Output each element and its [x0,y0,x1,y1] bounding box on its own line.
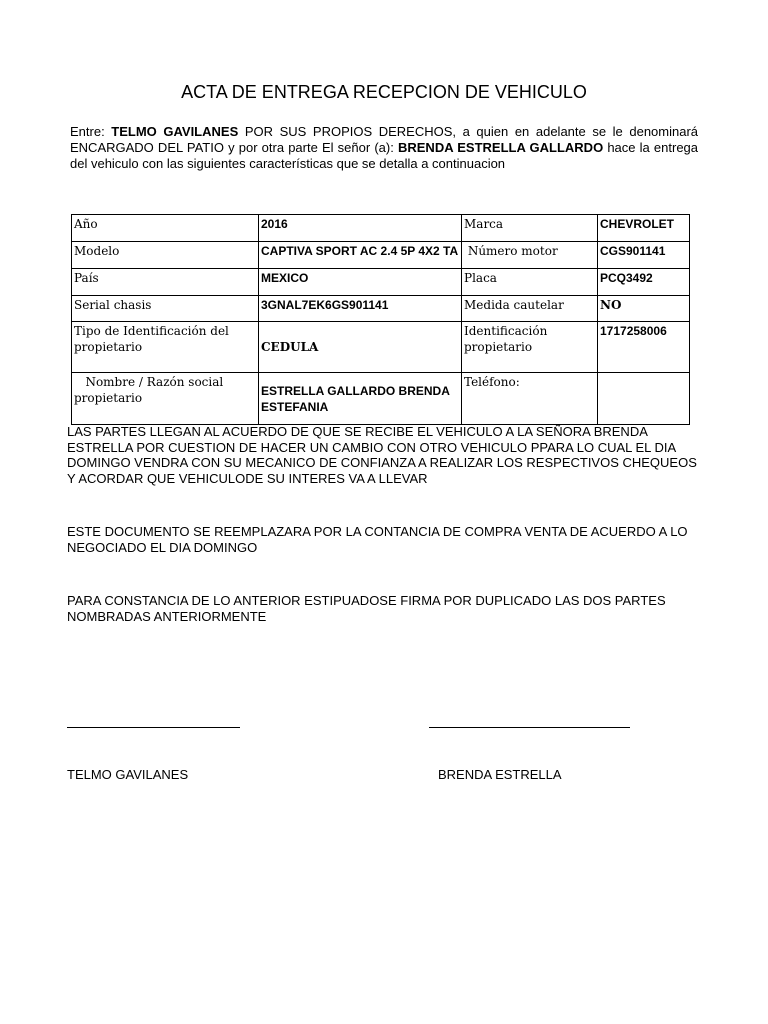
table-row [72,269,690,296]
field-label: Número motor [462,242,598,269]
signature-line-left [67,727,240,728]
field-label: País [72,269,259,296]
document-title: ACTA DE ENTREGA RECEPCION DE VEHICULO [181,82,587,102]
field-label: Modelo [72,242,259,269]
signature-name-left: TELMO GAVILANES [67,767,189,782]
field-label: Tipo de Identificación del propietario [72,322,259,373]
intro-paragraph [70,124,698,172]
field-label: Serial chasis [72,296,259,322]
replacement-paragraph: ESTE DOCUMENTO SE REEMPLAZARA POR LA CONTANCIA DE COMPRA VENTA DE ACUERDO A LO NEGOCIADO EL DIA DOMINGO [67,524,688,555]
intro-text-3: hace la entrega del vehiculo con las siguientes características que se detalla a continuacion [70,140,699,171]
intro-text-1: Entre: [70,124,112,139]
field-label: Identificación propietario [462,322,598,373]
field-value: MEXICO [259,269,462,296]
field-value: CEDULA [259,322,462,373]
signature-name-right: BRENDA ESTRELLA [438,767,562,782]
field-value: PCQ3492 [598,269,690,296]
field-value: CHEVROLET [598,215,690,242]
field-label: Medida cautelar [462,296,598,322]
table-row [72,215,690,242]
table-row [72,296,690,322]
field-label: Nombre / Razón social propietario [72,373,259,425]
field-value: 2016 [259,215,462,242]
party-2-name: BRENDA ESTRELLA GALLARDO [397,140,604,155]
agreement-paragraph: LAS PARTES LLEGAN AL ACUERDO DE QUE SE RECIBE EL VEHICULO A LA SEÑORA BRENDA ESTRELLA POR CUESTION DE HACER UN CAMBIO CON OTRO VEHICULO PPARA LO CUAL EL DIA DOMINGO VENDRA CON SU MECANICO DE CONFIANZA A REALIZAR LOS RESPECTIVOS CHEQUEOS Y ACORDAR QUE VEHICULODE SU INTERES VA A LLEVAR [67,424,697,486]
vehicle-details-table [71,214,690,425]
table-row [72,322,690,373]
signature-line-right [429,727,630,728]
field-label: Teléfono: [462,373,598,425]
table-row [72,242,690,269]
field-label: Placa [462,269,598,296]
field-value: CGS901141 [598,242,690,269]
table-row [72,373,690,425]
field-value [598,373,690,425]
field-label: Marca [462,215,598,242]
field-value: NO [598,296,690,322]
field-value: CAPTIVA SPORT AC 2.4 5P 4X2 TA [259,242,462,269]
field-label: Año [72,215,259,242]
field-value: 3GNAL7EK6GS901141 [259,296,462,322]
signature-statement-paragraph: PARA CONSTANCIA DE LO ANTERIOR ESTIPUADOSE FIRMA POR DUPLICADO LAS DOS PARTES NOMBRADAS ANTERIORMENTE [67,593,666,624]
intro-text-2: POR SUS PROPIOS DERECHOS, a quien en adelante se le denominará ENCARGADO DEL PATIO y por otra parte El señor (a): [70,124,699,155]
field-value: 1717258006 [598,322,690,373]
field-value: ESTRELLA GALLARDO BRENDA ESTEFANIA [259,373,462,425]
party-1-name: TELMO GAVILANES [111,124,239,139]
